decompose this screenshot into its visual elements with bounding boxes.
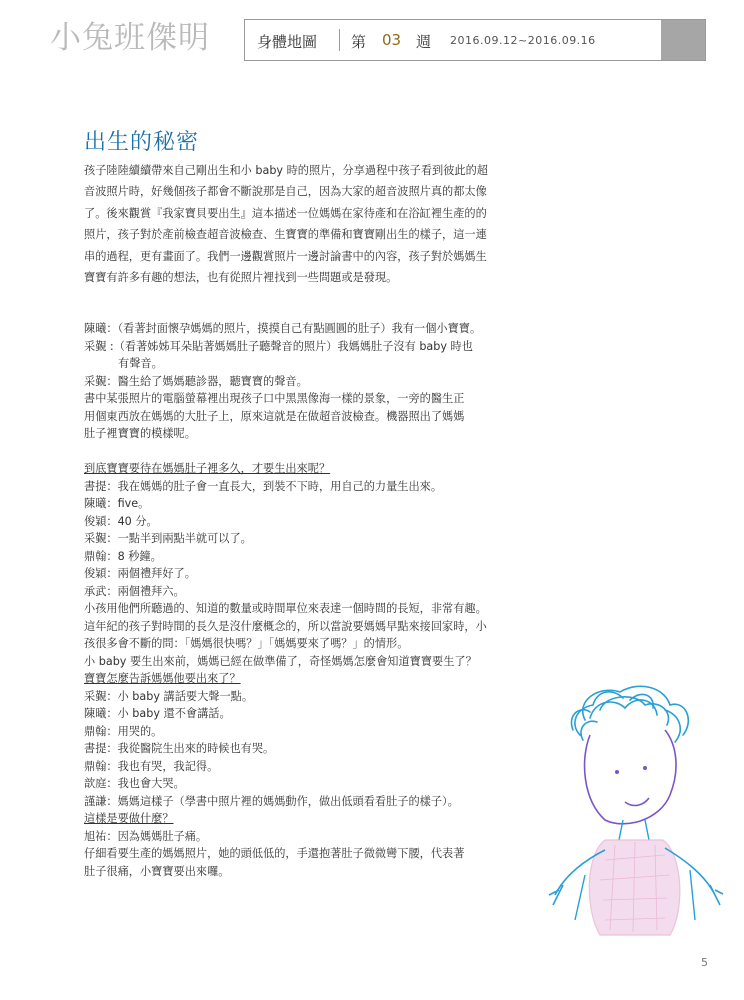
intro-line: 孩子陸陸續續帶來自己剛出生和小 baby 時的照片，分享過程中孩子看到彼此的超 [84, 164, 488, 177]
intro-line: 音波照片時，好幾個孩子都會不斷說那是自己，因為大家的超音波照片真的都太像 [84, 185, 487, 199]
dialogue-line: 用個東西放在媽媽的大肚子上，原來這就是在做超音波檢查。機器照出了媽媽 [84, 409, 465, 423]
dialogue-line: 承武：兩個禮拜六。 [84, 584, 185, 598]
dialogue-line: 旭祐：因為媽媽肚子痛。 [84, 829, 208, 843]
section-title: 出生的秘密 [84, 130, 200, 155]
dialogue-line: 鼎翰：我也有哭，我記得。 [84, 759, 219, 773]
child-drawing-image [545, 680, 725, 945]
question-line: 到底寶寶要待在媽媽肚子裡多久，才要生出來呢？ [84, 462, 331, 475]
dialogue-line: 有聲音。 [118, 357, 163, 370]
dialogue-line: 陳曦：five。 [84, 497, 150, 510]
dialogue-line: 采覲：醫生給了媽媽聽診器，聽寶寶的聲音。 [84, 374, 308, 388]
week-number: 03 [382, 31, 402, 49]
dialogue-line: 采覲：小 baby 講話要大聲一點。 [84, 689, 254, 703]
dialogue-line: 陳曦：（看著封面懷孕媽媽的照片，摸摸自己有點圓圓的肚子）我有一個小寶寶。 [84, 322, 482, 335]
intro-line: 照片，孩子對於產前檢查超音波檢查、生寶寶的準備和寶寶剛出生的樣子，這一連 [84, 228, 487, 242]
intro-line: 寶寶有許多有趣的想法，也有從照片裡找到一些問題或是發現。 [84, 271, 398, 285]
dialogue-line: 謹謙：媽媽這樣子（學書中照片裡的媽媽動作，做出低頭看看肚子的樣子）。 [84, 794, 459, 808]
dialogue-line: 俊穎：40 分。 [84, 514, 158, 528]
week-prefix: 第 [351, 33, 367, 51]
dialogue-line: 書提：我在媽媽的肚子會一直長大，到裝不下時，用自己的力量生出來。 [84, 479, 443, 493]
intro-paragraph [84, 160, 534, 288]
date-range: 2016.09.12~2016.09.16 [450, 34, 596, 47]
topic-title: 身體地圖 [257, 33, 318, 51]
dialogue-line: 書提：我從醫院生出來的時候也有哭。 [84, 742, 275, 755]
dialogue-line: 采覲 :（看著姊姊耳朵貼著媽媽肚子聽聲音的照片）我媽媽肚子沒有 baby 時也 [84, 339, 473, 353]
dialogue-line: 鼎翰：8 秒鐘。 [84, 549, 162, 563]
header-gray-block [661, 20, 705, 60]
intro-line: 了。後來觀賞『我家寶貝要出生』這本描述一位媽媽在家待產和在浴缸裡生產的的 [84, 206, 487, 220]
dialogue-line: 陳曦：小 baby 還不會講話。 [84, 707, 231, 720]
dialogue-line: 書中某張照片的電腦螢幕裡出現孩子口中黑黑像海一樣的景象，一旁的醫生正 [84, 392, 465, 405]
dialogue-block-2 [84, 460, 554, 880]
dialogue-line: 采覲：一點半到兩點半就可以了。 [84, 532, 252, 545]
header-divider [339, 29, 340, 51]
intro-line: 串的過程，更有畫面了。我們一邊觀賞照片一邊討論書中的內容，孩子對於媽媽生 [84, 249, 487, 263]
dialogue-line: 仔細看要生產的媽媽照片，她的頭低低的，手還抱著肚子微微彎下腰，代表著 [84, 847, 465, 860]
dialogue-block-1 [84, 320, 554, 443]
dialogue-line: 鼎翰：用哭的。 [84, 724, 163, 738]
dialogue-line: 小 baby 要生出來前，媽媽已經在做準備了，奇怪媽媽怎麼會知道寶寶要生了？ [84, 654, 477, 668]
dialogue-line: 這年紀的孩子對時間的長久是沒什麼概念的，所以當說要媽媽早點來接回家時，小 [84, 619, 487, 633]
dialogue-line: 俊穎：兩個禮拜好了。 [84, 567, 196, 580]
header-box [244, 19, 706, 61]
page-number: 5 [701, 956, 708, 969]
dialogue-line: 歆庭：我也會大哭。 [84, 777, 185, 790]
question-line: 這樣是要做什麼？ [84, 812, 174, 825]
dialogue-line: 肚子很痛，小寶寶要出來囉。 [84, 864, 230, 878]
dialogue-line: 小孩用他們所聽過的、知道的數量或時間單位來表達一個時間的長短，非常有趣。 [84, 602, 487, 615]
week-suffix: 週 [416, 33, 432, 51]
dialogue-line: 孩很多會不斷的問：「媽媽很快嗎？」「媽媽要來了嗎？」的情形。 [84, 637, 409, 650]
dialogue-line: 肚子裡寶寶的模樣呢。 [84, 427, 196, 440]
brand-title: 小兔班傑明 [50, 20, 210, 56]
question-line: 寶寶怎麼告訴媽媽他要出來了？ [84, 672, 241, 685]
